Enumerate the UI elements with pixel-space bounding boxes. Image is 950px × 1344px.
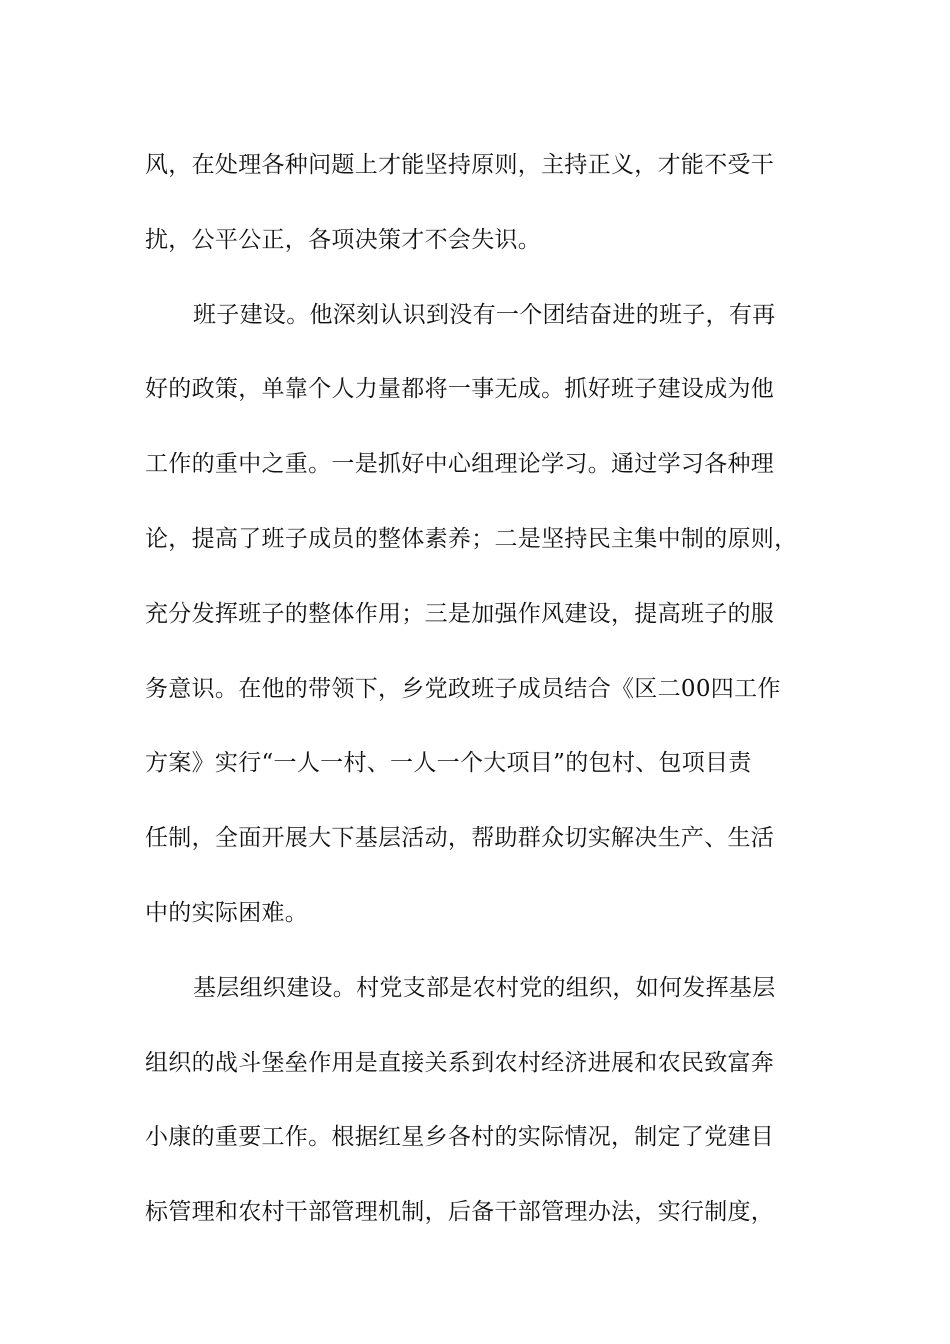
text-line: 标管理和农村干部管理机制，后备干部管理办法，实行制度，: [145, 1199, 775, 1226]
paragraph-start-line: 基层组织建设。村党支部是农村党的组织，如何发挥基层: [193, 974, 776, 1001]
text-line: 工作的重中之重。一是抓好中心组理论学习。通过学习各种理: [145, 451, 775, 478]
text-line: 论，提高了班子成员的整体素养；二是坚持民主集中制的原则，: [145, 525, 798, 552]
paragraph-start-line: 班子建设。他深刻认识到没有一个团结奋进的班子，有再: [193, 301, 776, 328]
text-line: 任制，全面开展大下基层活动，帮助群众切实解决生产、生活: [145, 825, 775, 852]
text-line: 小康的重要工作。根据红星乡各村的实际情况，制定了党建目: [145, 1124, 775, 1151]
text-line: 好的政策，单靠个人力量都将一事无成。抓好班子建设成为他: [145, 376, 775, 403]
text-line: 充分发挥班子的整体作用；三是加强作风建设，提高班子的服: [145, 600, 775, 627]
text-line: 扰，公平公正，各项决策才不会失识。: [145, 226, 542, 253]
text-line: 风，在处理各种问题上才能坚持原则，主持正义，才能不受干: [145, 152, 775, 178]
text-line: 组织的战斗堡垒作用是直接关系到农村经济进展和农民致富奔: [145, 1049, 775, 1076]
text-line: 务意识。在他的带领下，乡党政班子成员结合《区二00四工作: [145, 675, 781, 702]
document-body: [145, 128, 825, 1250]
text-line: 方案》实行“一人一村、一人一个大项目”的包村、包项目责: [145, 750, 752, 777]
text-line: 中的实际困难。: [145, 899, 309, 926]
